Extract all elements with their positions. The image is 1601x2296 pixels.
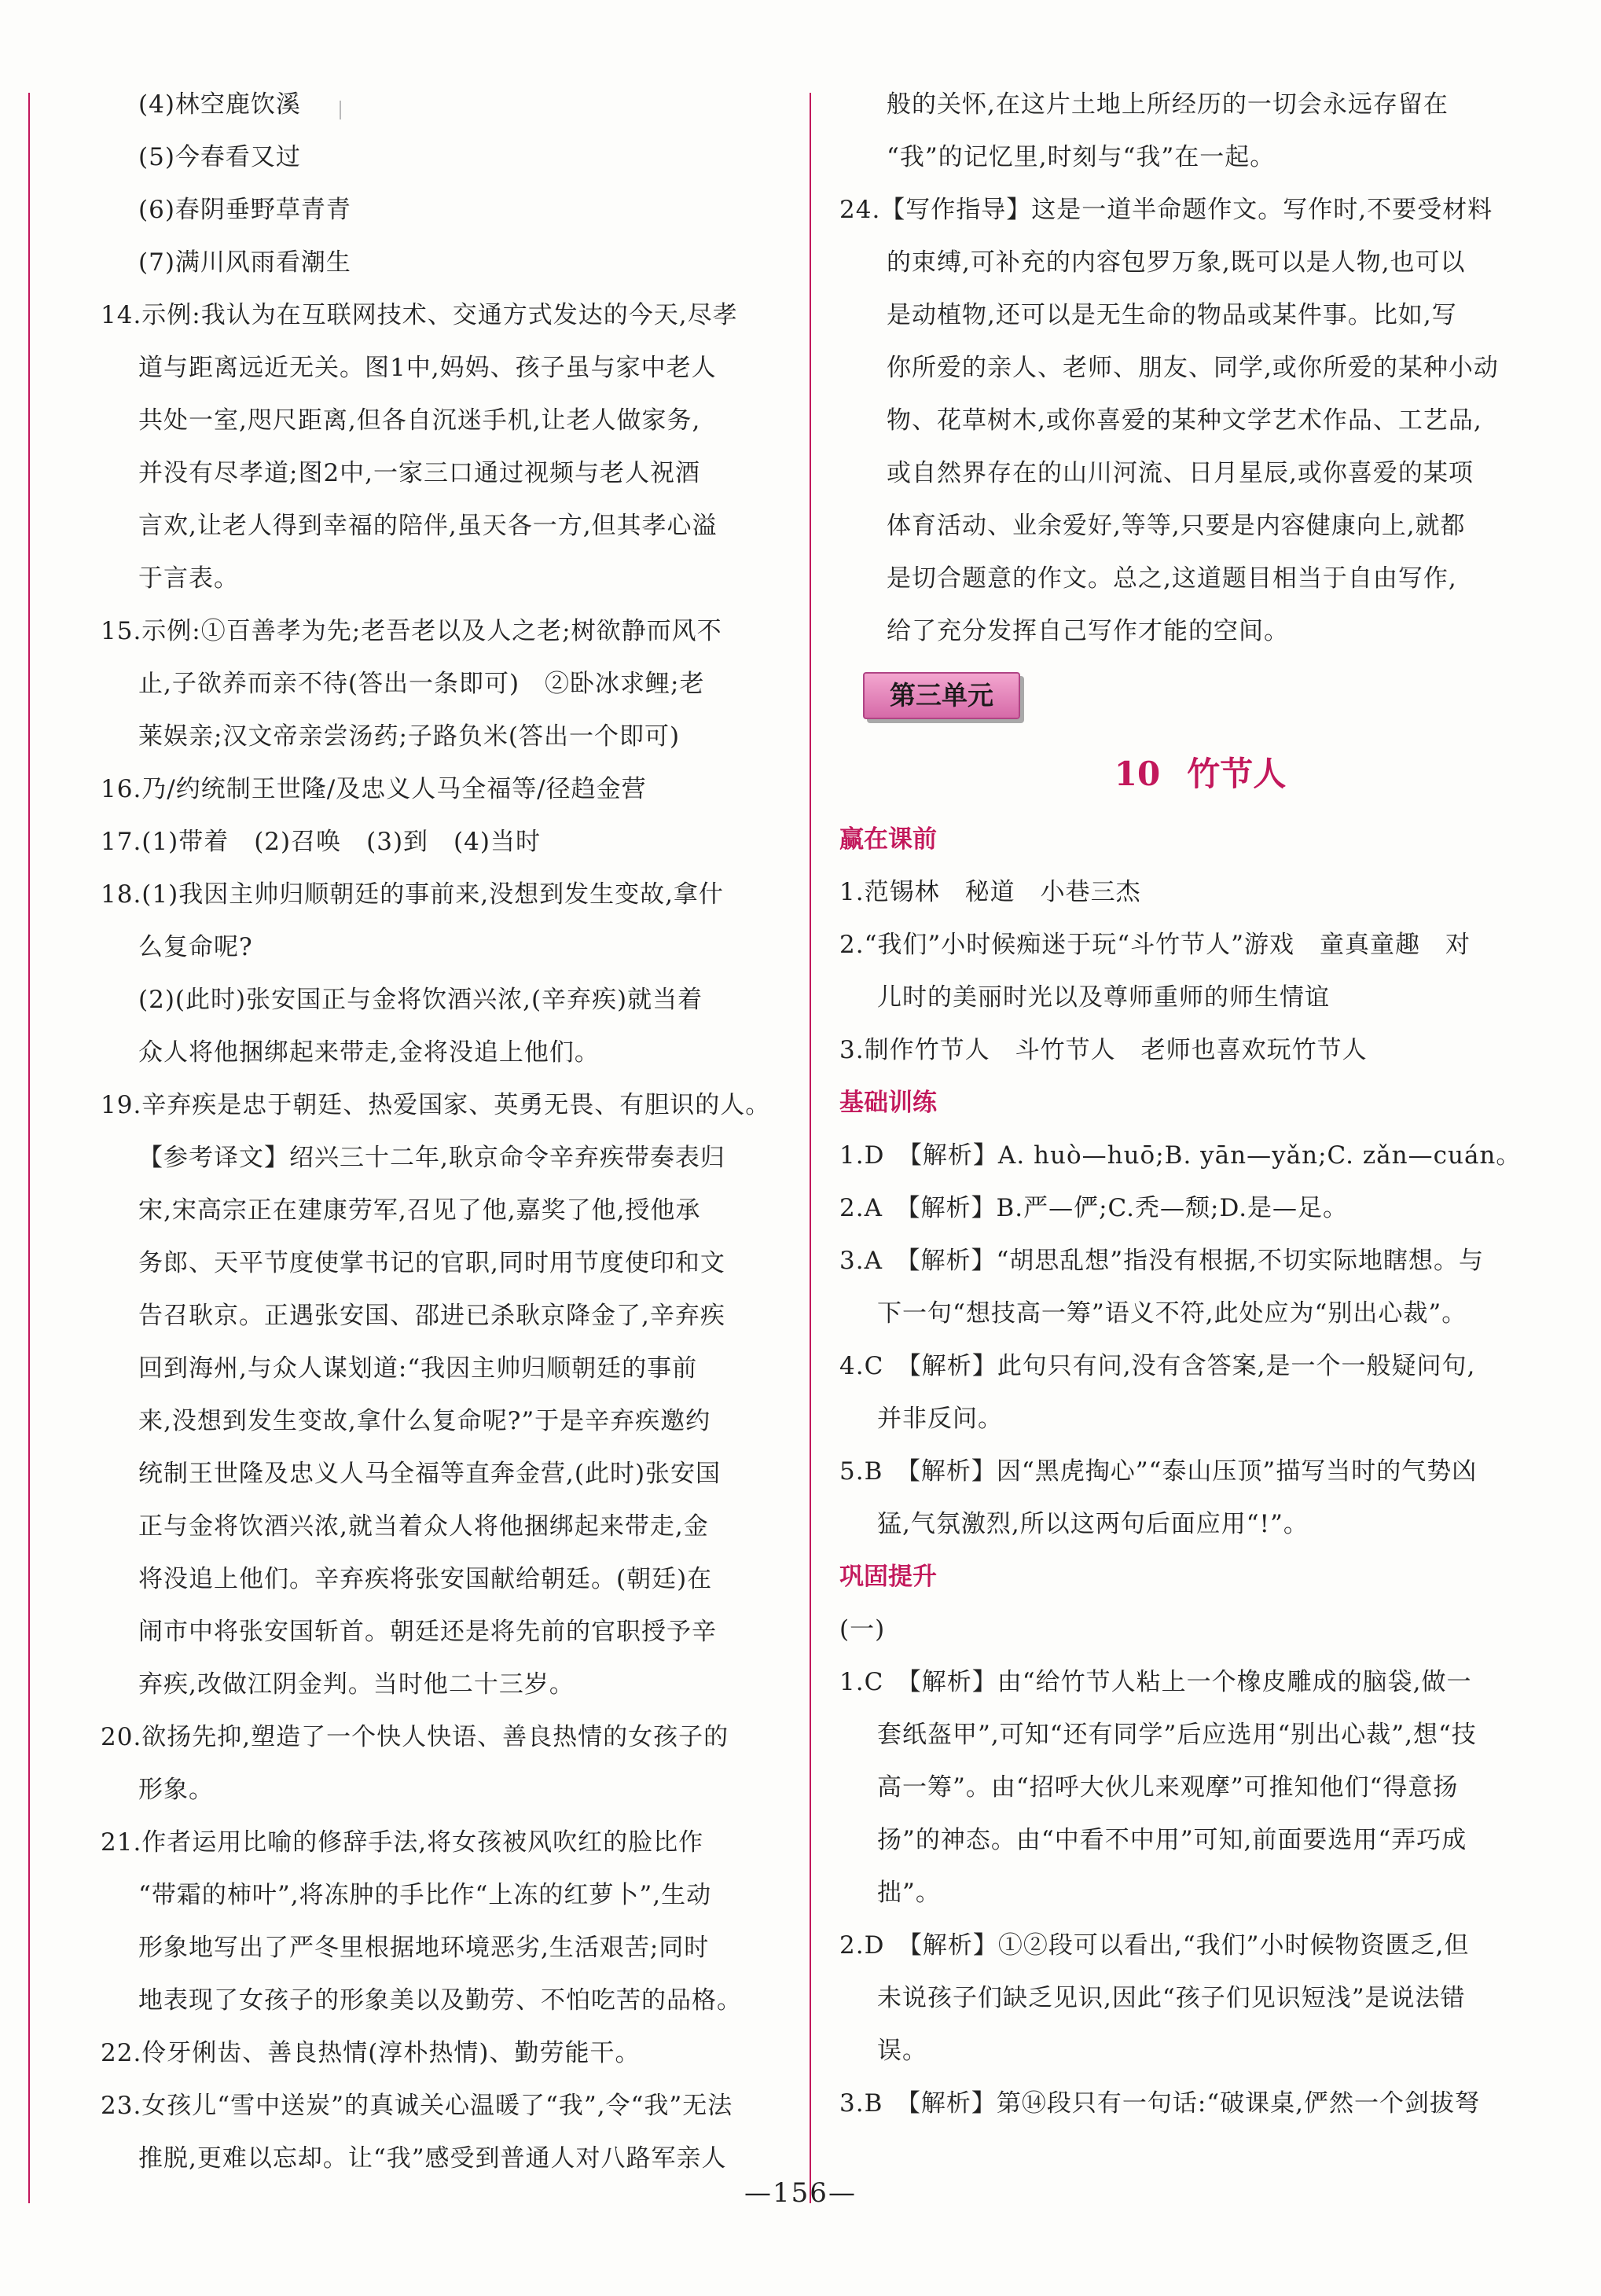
text-line: 套纸盔甲”,可知“还有同学”后应选用“别出心裁”,想“技 bbox=[877, 1721, 1477, 1749]
section-heading: 巩固提升 bbox=[839, 1563, 937, 1591]
text-line: 2.D 【解析】①②段可以看出,“我们”小时候物资匮乏,但 bbox=[839, 1931, 1470, 1960]
text-line: 4.C 【解析】此句只有问,没有含答案,是一个一般疑问句, bbox=[839, 1352, 1476, 1380]
text-line: 莱娱亲;汉文帝亲尝汤药;子路负米(答出一个即可) bbox=[138, 722, 681, 751]
text-line: 1.D 【解析】A. huò—huō;B. yān—yǎn;C. zǎn—cuán。 bbox=[839, 1141, 1522, 1170]
text-line: 正与金将饮酒兴浓,就当着众人将他捆绑起来带走,金 bbox=[138, 1512, 709, 1541]
text-line: 般的关怀,在这片土地上所经历的一切会永远存留在 bbox=[887, 90, 1449, 119]
text-line: 2.“我们”小时候痴迷于玩“斗竹节人”游戏 童真童趣 对 bbox=[839, 931, 1471, 959]
text-line: 18.(1)我因主帅归顺朝廷的事前来,没想到发生变故,拿什 bbox=[101, 880, 724, 909]
text-line: 并非反问。 bbox=[877, 1405, 1003, 1433]
text-line: 统制王世隆及忠义人马全福等直奔金营,(此时)张安国 bbox=[138, 1460, 722, 1488]
text-line: 共处一室,咫尺距离,但各自沉迷手机,让老人做家务, bbox=[138, 406, 701, 435]
text-line: 3.B 【解析】第⑭段只有一句话:“破课桌,俨然一个剑拔弩 bbox=[839, 2089, 1481, 2118]
text-line: 于言表。 bbox=[138, 564, 239, 593]
text-line: 高一筹”。由“招呼大伙儿来观摩”可推知他们“得意扬 bbox=[877, 1773, 1459, 1802]
left-column bbox=[101, 79, 777, 2185]
text-line: 回到海州,与众人谋划道:“我因主帅归顺朝廷的事前 bbox=[138, 1354, 698, 1383]
text-line: 务郎、天平节度使掌书记的官职,同时用节度使印和文 bbox=[138, 1249, 725, 1277]
text-line: 14.示例:我认为在互联网技术、交通方式发达的今天,尽孝 bbox=[101, 301, 738, 329]
text-line: 2.A 【解析】B.严—俨;C.秃—颓;D.是—足。 bbox=[839, 1194, 1349, 1222]
text-line: 告召耿京。正遇张安国、邵进已杀耿京降金了,辛弃疾 bbox=[138, 1302, 725, 1330]
text-line: 误。 bbox=[877, 2037, 927, 2065]
text-line: 拙”。 bbox=[877, 1879, 941, 1907]
text-line: (5)今春看又过 bbox=[138, 143, 301, 171]
text-line: 宋,宋高宗正在建康劳军,召见了他,嘉奖了他,授他承 bbox=[138, 1196, 701, 1225]
text-line: 将没追上他们。辛弃疾将张安国献给朝廷。(朝廷)在 bbox=[138, 1565, 713, 1593]
text-line: 猛,气氛激烈,所以这两句后面应用“!”。 bbox=[877, 1510, 1309, 1538]
column-divider bbox=[810, 93, 811, 2203]
text-line: 20.欲扬先抑,塑造了一个快人快语、善良热情的女孩子的 bbox=[101, 1723, 729, 1751]
lesson-number: 10 bbox=[1114, 755, 1161, 793]
section-heading: 基础训练 bbox=[839, 1089, 937, 1117]
page-number: —156— bbox=[744, 2177, 857, 2209]
text-line: 并没有尽孝道;图2中,一家三口通过视频与老人祝酒 bbox=[138, 459, 701, 487]
text-line: 么复命呢? bbox=[138, 933, 253, 961]
text-line: 3.A 【解析】“胡思乱想”指没有根据,不切实际地瞎想。与 bbox=[839, 1247, 1485, 1275]
text-line: (7)满川风雨看潮生 bbox=[138, 248, 351, 277]
text-line: 下一句“想技高一筹”语义不符,此处应为“别出心裁”。 bbox=[877, 1299, 1467, 1328]
text-line: 未说孩子们缺乏见识,因此“孩子们见识短浅”是说法错 bbox=[877, 1984, 1466, 2012]
text-line: 言欢,让老人得到幸福的陪伴,虽天各一方,但其孝心溢 bbox=[138, 512, 718, 540]
text-line: 形象。 bbox=[138, 1776, 214, 1804]
text-line: 的束缚,可补充的内容包罗万象,既可以是人物,也可以 bbox=[887, 248, 1466, 277]
text-line: 给了充分发挥自己写作才能的空间。 bbox=[887, 617, 1289, 645]
text-line: 19.辛弃疾是忠于朝廷、热爱国家、英勇无畏、有胆识的人。 bbox=[101, 1091, 771, 1119]
text-line: 闹市中将张安国斩首。朝廷还是将先前的官职授予辛 bbox=[138, 1618, 717, 1646]
text-line: 3.制作竹节人 斗竹节人 老师也喜欢玩竹节人 bbox=[839, 1036, 1368, 1064]
text-line: 来,没想到发生变故,拿什么复命呢?”于是辛弃疾邀约 bbox=[138, 1407, 711, 1435]
text-line: 24.【写作指导】这是一道半命题作文。写作时,不要受材料 bbox=[839, 196, 1493, 224]
section-heading: 赢在课前 bbox=[839, 825, 937, 854]
text-line: 是动植物,还可以是无生命的物品或某件事。比如,写 bbox=[887, 301, 1457, 329]
right-column bbox=[839, 79, 1561, 2130]
text-line: 是切合题意的作文。总之,这道题目相当于自由写作, bbox=[887, 564, 1457, 593]
lesson-sections bbox=[839, 814, 1561, 2130]
text-line: 儿时的美丽时光以及尊师重师的师生情谊 bbox=[877, 983, 1330, 1012]
text-line: 23.女孩儿“雪中送炭”的真诚关心温暖了“我”,令“我”无法 bbox=[101, 2092, 733, 2120]
lesson-title bbox=[839, 735, 1561, 814]
text-line: (2)(此时)张安国正与金将饮酒兴浓,(辛弃疾)就当着 bbox=[138, 986, 703, 1014]
text-line: 弃疾,改做江阴金判。当时他二十三岁。 bbox=[138, 1670, 575, 1699]
text-line: 推脱,更难以忘却。让“我”感受到普通人对八路军亲人 bbox=[138, 2144, 727, 2173]
unit-badge: 第三单元 bbox=[863, 672, 1020, 719]
text-line: 体育活动、业余爱好,等等,只要是内容健康向上,就都 bbox=[887, 512, 1466, 540]
text-line: 5.B 【解析】因“黑虎掏心”“泰山压顶”描写当时的气势凶 bbox=[839, 1457, 1478, 1486]
unit-banner bbox=[839, 658, 1561, 735]
text-line: 道与距离远近无关。图1中,妈妈、孩子虽与家中老人 bbox=[138, 354, 717, 382]
text-line: 地表现了女孩子的形象美以及勤劳、不怕吃苦的品格。 bbox=[138, 1986, 742, 2015]
text-line: 物、花草树木,或你喜爱的某种文学艺术作品、工艺品, bbox=[887, 406, 1482, 435]
text-line: 众人将他捆绑起来带走,金将没追上他们。 bbox=[138, 1038, 600, 1067]
text-line: 形象地写出了严冬里根据地环境恶劣,生活艰苦;同时 bbox=[138, 1934, 710, 1962]
text-line: 1.范锡林 秘道 小巷三杰 bbox=[839, 878, 1141, 906]
text-line: “我”的记忆里,时刻与“我”在一起。 bbox=[887, 143, 1276, 171]
lesson-name: 竹节人 bbox=[1187, 755, 1287, 793]
text-line: 【参考译文】绍兴三十二年,耿京命令辛弃疾带奏表归 bbox=[138, 1144, 725, 1172]
text-line: 22.伶牙俐齿、善良热情(淳朴热情)、勤劳能干。 bbox=[101, 2039, 641, 2067]
left-margin-rule bbox=[28, 93, 30, 2203]
text-line: 扬”的神态。由“中看不中用”可知,前面要选用“弄巧成 bbox=[877, 1826, 1467, 1854]
text-line: (一) bbox=[839, 1615, 886, 1644]
text-line: 你所爱的亲人、老师、朋友、同学,或你所爱的某种小动 bbox=[887, 354, 1499, 382]
text-line: “带霜的柿叶”,将冻肿的手比作“上冻的红萝卜”,生动 bbox=[138, 1881, 712, 1909]
text-line: 21.作者运用比喻的修辞手法,将女孩被风吹红的脸比作 bbox=[101, 1828, 704, 1857]
text-line: 17.(1)带着 (2)召唤 (3)到 (4)当时 bbox=[101, 828, 541, 856]
text-line: 15.示例:①百善孝为先;老吾老以及人之老;树欲静而风不 bbox=[101, 617, 722, 645]
text-line: 1.C 【解析】由“给竹节人粘上一个橡皮雕成的脑袋,做一 bbox=[839, 1668, 1472, 1696]
right-continued-answers bbox=[839, 79, 1561, 658]
text-line: (6)春阴垂野草青青 bbox=[138, 196, 351, 224]
text-line: 或自然界存在的山川河流、日月星辰,或你喜爱的某项 bbox=[887, 459, 1474, 487]
text-line: 16.乃/约统制王世隆/及忠义人马全福等/径趋金营 bbox=[101, 775, 647, 803]
text-line: (4)林空鹿饮溪 bbox=[138, 90, 301, 119]
text-line: 止,子欲养而亲不待(答出一条即可) ②卧冰求鲤;老 bbox=[138, 670, 705, 698]
